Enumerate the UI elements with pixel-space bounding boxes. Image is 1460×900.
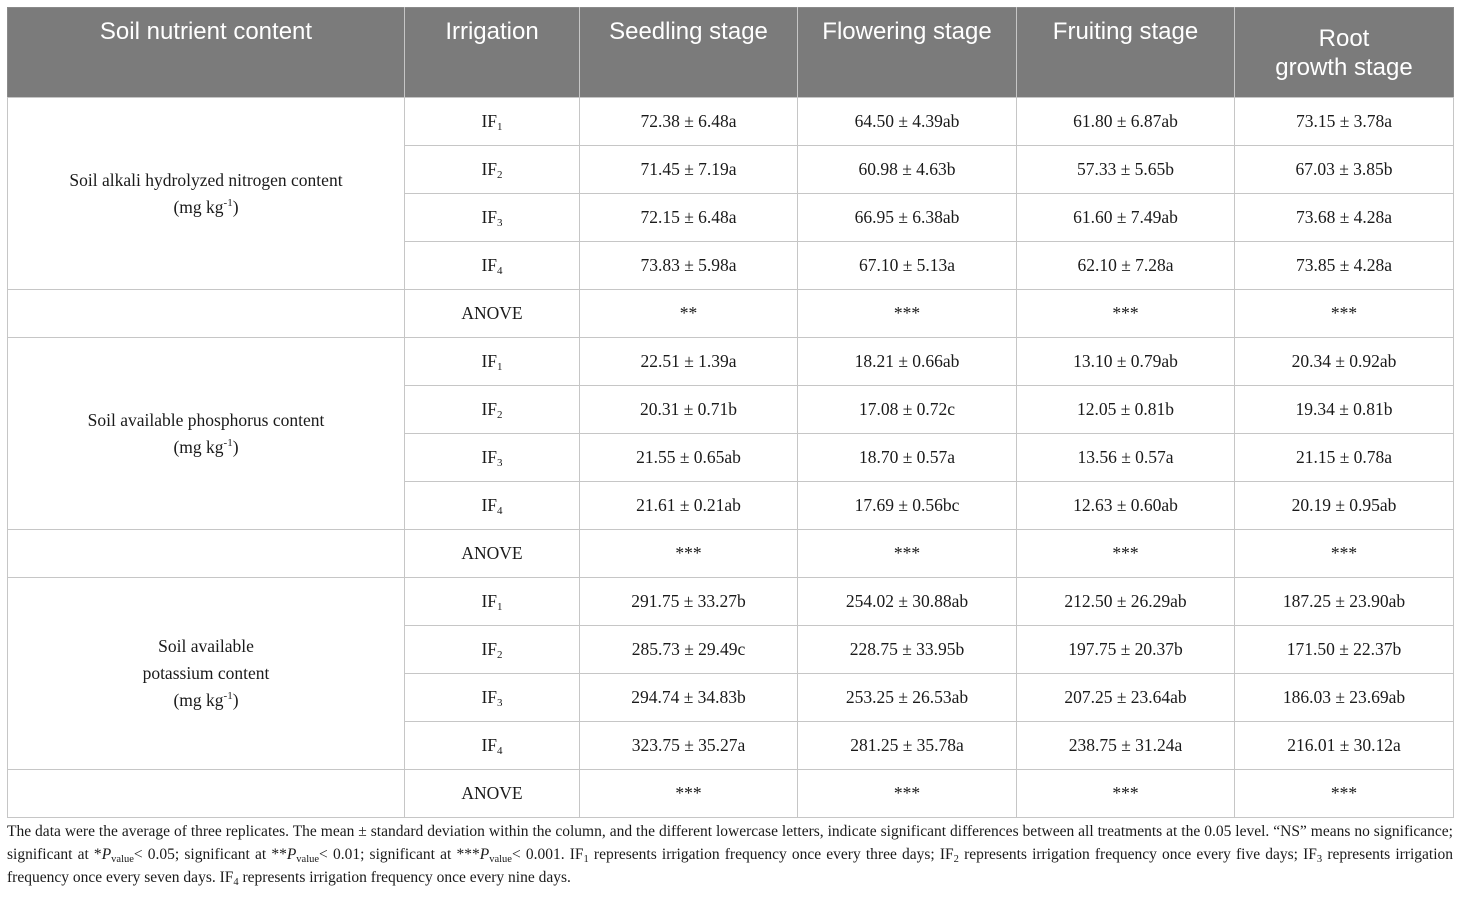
treatment-cell: $IF_1$: [405, 578, 580, 626]
treatment-cell: $IF_3$: [405, 674, 580, 722]
nutrient-cell-phosphorus: Soil available phosphorus content (mg $kg^{-1}$): [8, 338, 405, 530]
value-cell: 61.60 ± 7.49ab: [1017, 194, 1235, 242]
value-cell: 73.85 ± 4.28a: [1235, 242, 1454, 290]
value-cell: 64.50 ± 4.39ab: [798, 98, 1017, 146]
value-cell: 73.68 ± 4.28a: [1235, 194, 1454, 242]
value-cell: 72.38 ± 6.48a: [580, 98, 798, 146]
value-cell: 171.50 ± 22.37b: [1235, 626, 1454, 674]
treatment-cell: $IF_3$: [405, 194, 580, 242]
significance-cell: ***: [1017, 290, 1235, 338]
value-cell: 291.75 ± 33.27b: [580, 578, 798, 626]
value-cell: 238.75 ± 31.24a: [1017, 722, 1235, 770]
value-cell: 253.25 ± 26.53ab: [798, 674, 1017, 722]
results-table: [7, 7, 1454, 818]
treatment-cell: $IF_3$: [405, 434, 580, 482]
value-cell: 12.05 ± 0.81b: [1017, 386, 1235, 434]
significance-cell: ***: [798, 290, 1017, 338]
significance-cell: ***: [1235, 770, 1454, 818]
value-cell: 20.31 ± 0.71b: [580, 386, 798, 434]
value-cell: 21.61 ± 0.21ab: [580, 482, 798, 530]
anova-label: ANOVE: [405, 290, 580, 338]
value-cell: 285.73 ± 29.49c: [580, 626, 798, 674]
header-seedling: Seedling stage: [580, 8, 798, 98]
value-cell: 216.01 ± 30.12a: [1235, 722, 1454, 770]
significance-cell: ***: [1017, 530, 1235, 578]
header-nutrient: Soil nutrient content: [8, 8, 405, 98]
nutrient-cell-potassium: Soil available potassium content (mg $kg^{-1}$): [8, 578, 405, 770]
value-cell: 17.69 ± 0.56bc: [798, 482, 1017, 530]
value-cell: 73.15 ± 3.78a: [1235, 98, 1454, 146]
value-cell: 66.95 ± 6.38ab: [798, 194, 1017, 242]
significance-cell: ***: [1235, 290, 1454, 338]
value-cell: 73.83 ± 5.98a: [580, 242, 798, 290]
value-cell: 62.10 ± 7.28a: [1017, 242, 1235, 290]
value-cell: 212.50 ± 26.29ab: [1017, 578, 1235, 626]
significance-cell: ***: [580, 530, 798, 578]
value-cell: 20.19 ± 0.95ab: [1235, 482, 1454, 530]
header-root-line2: growth stage: [1275, 53, 1413, 81]
header-row: [8, 8, 1454, 98]
significance-cell: ***: [798, 770, 1017, 818]
value-cell: 12.63 ± 0.60ab: [1017, 482, 1235, 530]
table-row: [8, 98, 1454, 146]
header-irrigation: Irrigation: [405, 8, 580, 98]
treatment-cell: $IF_2$: [405, 146, 580, 194]
value-cell: 207.25 ± 23.64ab: [1017, 674, 1235, 722]
value-cell: 18.21 ± 0.66ab: [798, 338, 1017, 386]
significance-cell: **: [580, 290, 798, 338]
significance-cell: ***: [1235, 530, 1454, 578]
table-row: [8, 338, 1454, 386]
value-cell: 186.03 ± 23.69ab: [1235, 674, 1454, 722]
value-cell: 17.08 ± 0.72c: [798, 386, 1017, 434]
treatment-cell: $IF_1$: [405, 338, 580, 386]
value-cell: 72.15 ± 6.48a: [580, 194, 798, 242]
header-fruiting: Fruiting stage: [1017, 8, 1235, 98]
treatment-cell: $IF_4$: [405, 242, 580, 290]
anova-row: [8, 290, 1454, 338]
value-cell: 197.75 ± 20.37b: [1017, 626, 1235, 674]
value-cell: 254.02 ± 30.88ab: [798, 578, 1017, 626]
value-cell: 60.98 ± 4.63b: [798, 146, 1017, 194]
value-cell: 21.55 ± 0.65ab: [580, 434, 798, 482]
empty-cell: [8, 770, 405, 818]
nutrient-cell-nitrogen: Soil alkali hydrolyzed nitrogen content (mg $kg^{-1}$): [8, 98, 405, 290]
significance-cell: ***: [798, 530, 1017, 578]
anova-row: [8, 530, 1454, 578]
value-cell: 323.75 ± 35.27a: [580, 722, 798, 770]
value-cell: 13.56 ± 0.57a: [1017, 434, 1235, 482]
value-cell: 13.10 ± 0.79ab: [1017, 338, 1235, 386]
header-flowering: Flowering stage: [798, 8, 1017, 98]
value-cell: 281.25 ± 35.78a: [798, 722, 1017, 770]
significance-cell: ***: [1017, 770, 1235, 818]
significance-cell: ***: [580, 770, 798, 818]
header-root: [1235, 8, 1454, 98]
treatment-cell: $IF_2$: [405, 626, 580, 674]
value-cell: 20.34 ± 0.92ab: [1235, 338, 1454, 386]
empty-cell: [8, 530, 405, 578]
value-cell: 57.33 ± 5.65b: [1017, 146, 1235, 194]
table-row: [8, 578, 1454, 626]
value-cell: 61.80 ± 6.87ab: [1017, 98, 1235, 146]
value-cell: 22.51 ± 1.39a: [580, 338, 798, 386]
value-cell: 187.25 ± 23.90ab: [1235, 578, 1454, 626]
anova-label: ANOVE: [405, 770, 580, 818]
value-cell: 21.15 ± 0.78a: [1235, 434, 1454, 482]
treatment-cell: $IF_2$: [405, 386, 580, 434]
value-cell: 67.03 ± 3.85b: [1235, 146, 1454, 194]
treatment-cell: $IF_4$: [405, 722, 580, 770]
empty-cell: [8, 290, 405, 338]
value-cell: 294.74 ± 34.83b: [580, 674, 798, 722]
treatment-cell: $IF_1$: [405, 98, 580, 146]
value-cell: 18.70 ± 0.57a: [798, 434, 1017, 482]
value-cell: 71.45 ± 7.19a: [580, 146, 798, 194]
value-cell: 228.75 ± 33.95b: [798, 626, 1017, 674]
anova-label: ANOVE: [405, 530, 580, 578]
value-cell: 19.34 ± 0.81b: [1235, 386, 1454, 434]
header-root-line1: Root: [1318, 24, 1370, 52]
table-footnote: The data were the average of three replicates. The mean ± standard deviation within the column, and the different lowercase letters, indicate significant differences between all treatments at the 0.05 level. “NS” means no significance; significant at $*P_{value}< 0.05$; significant at $**P_{value}< 0.01$; significant at $***P_{value}< 0.001$. $IF_1$ represents irrigation frequency once every three days; $IF_2$ represents irrigation frequency once every five days; $IF_3$ represents irrigation frequency once every seven days. $IF_4$ represents irrigation frequency once every nine days.: [7, 823, 1453, 888]
value-cell: 67.10 ± 5.13a: [798, 242, 1017, 290]
anova-row: [8, 770, 1454, 818]
treatment-cell: $IF_4$: [405, 482, 580, 530]
